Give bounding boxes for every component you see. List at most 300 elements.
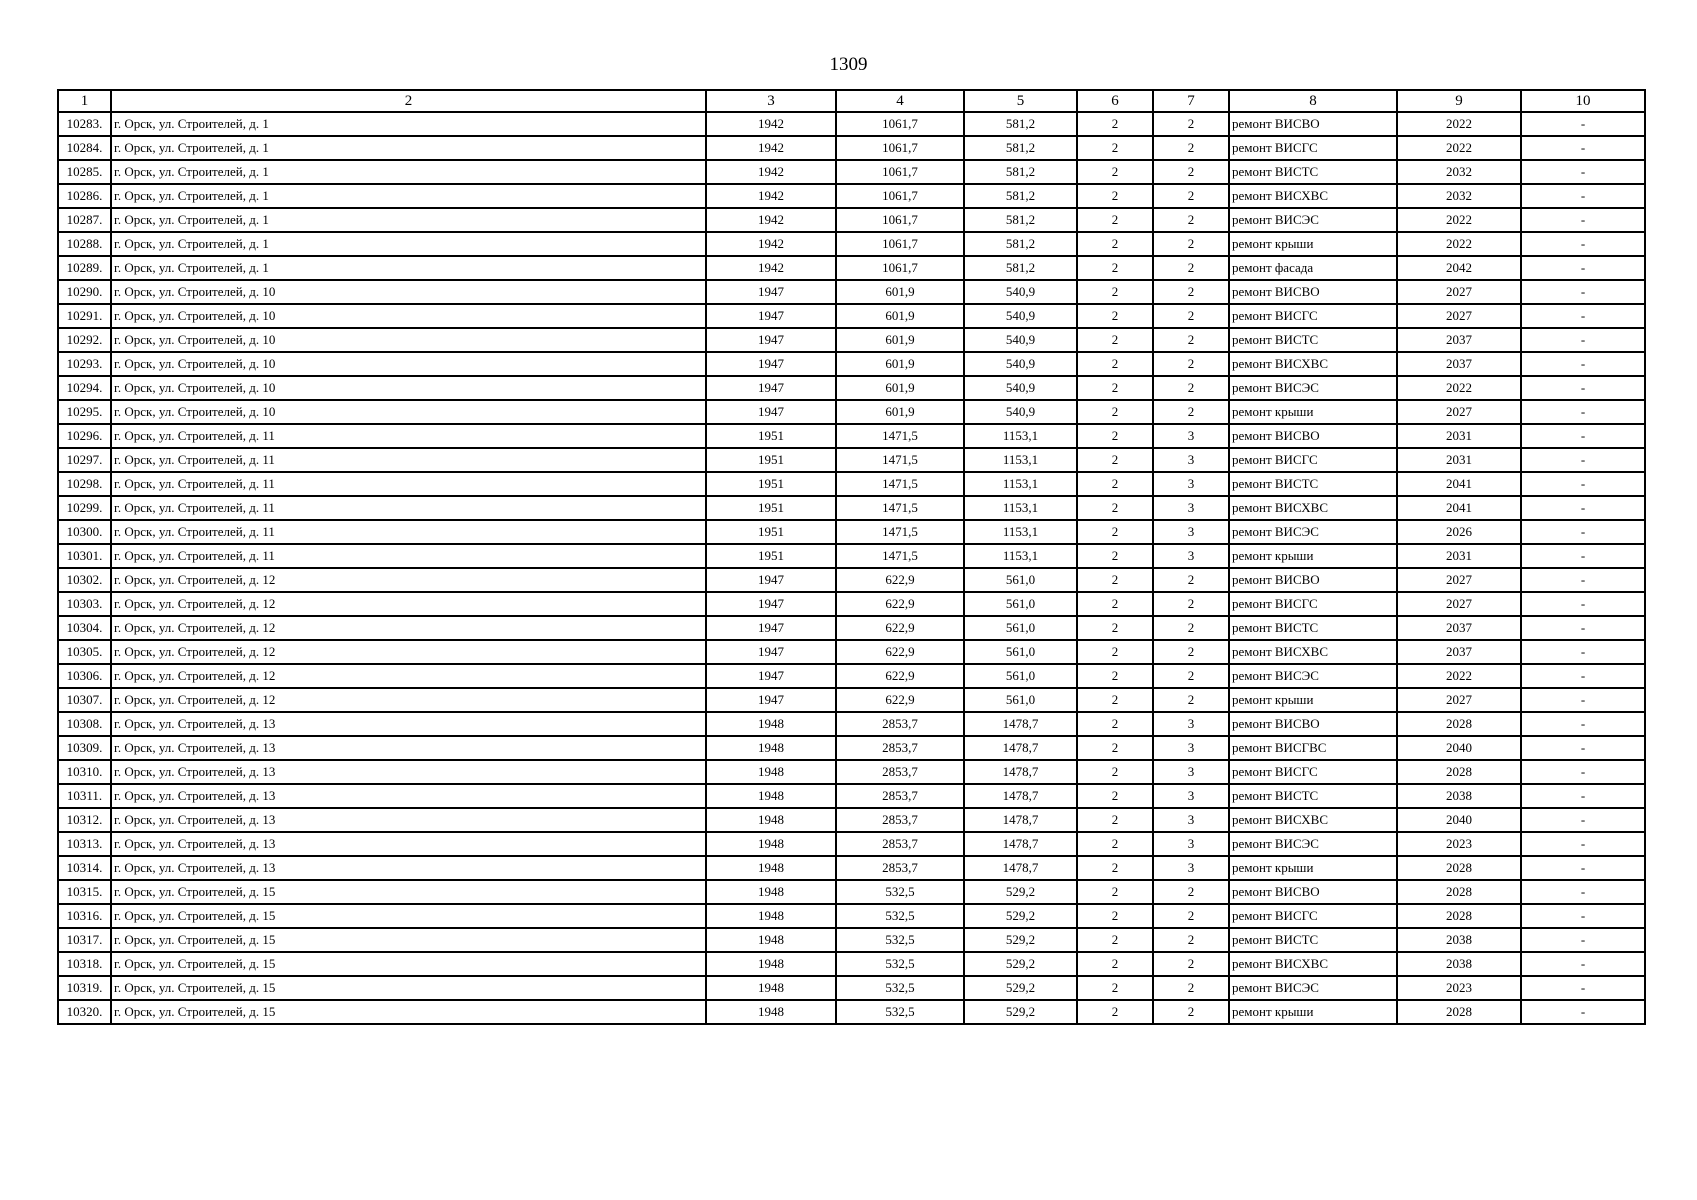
floors-cell: 2 [1153, 616, 1229, 640]
year-cell: 1951 [706, 520, 836, 544]
table-row [58, 784, 1645, 808]
col6-cell: 2 [1077, 928, 1153, 952]
address-cell: г. Орск, ул. Строителей, д. 12 [111, 568, 706, 592]
column-header: 4 [836, 90, 964, 112]
year-cell: 1947 [706, 664, 836, 688]
col6-cell: 2 [1077, 568, 1153, 592]
table-row [58, 976, 1645, 1000]
total-area-cell: 1061,7 [836, 136, 964, 160]
total-area-cell: 622,9 [836, 664, 964, 688]
living-area-cell: 1478,7 [964, 736, 1077, 760]
table-row [58, 280, 1645, 304]
col6-cell: 2 [1077, 664, 1153, 688]
living-area-cell: 1153,1 [964, 520, 1077, 544]
floors-cell: 3 [1153, 784, 1229, 808]
total-area-cell: 1061,7 [836, 160, 964, 184]
row-number-cell: 10316. [58, 904, 111, 928]
row-number-cell: 10285. [58, 160, 111, 184]
work-type-cell: ремонт крыши [1229, 1000, 1397, 1024]
planned-year-cell: 2028 [1397, 880, 1521, 904]
col6-cell: 2 [1077, 976, 1153, 1000]
living-area-cell: 1478,7 [964, 808, 1077, 832]
living-area-cell: 1153,1 [964, 472, 1077, 496]
total-area-cell: 622,9 [836, 592, 964, 616]
total-area-cell: 601,9 [836, 328, 964, 352]
living-area-cell: 561,0 [964, 664, 1077, 688]
table-row [58, 688, 1645, 712]
floors-cell: 2 [1153, 568, 1229, 592]
living-area-cell: 540,9 [964, 400, 1077, 424]
floors-cell: 2 [1153, 976, 1229, 1000]
planned-year-cell: 2038 [1397, 784, 1521, 808]
table-row [58, 112, 1645, 136]
floors-cell: 2 [1153, 376, 1229, 400]
year-cell: 1942 [706, 256, 836, 280]
col6-cell: 2 [1077, 520, 1153, 544]
column-header: 9 [1397, 90, 1521, 112]
planned-year-cell: 2022 [1397, 208, 1521, 232]
col10-cell: - [1521, 304, 1645, 328]
col6-cell: 2 [1077, 232, 1153, 256]
address-cell: г. Орск, ул. Строителей, д. 11 [111, 544, 706, 568]
living-area-cell: 561,0 [964, 640, 1077, 664]
col6-cell: 2 [1077, 544, 1153, 568]
table-row [58, 520, 1645, 544]
row-number-cell: 10287. [58, 208, 111, 232]
table-row [58, 928, 1645, 952]
living-area-cell: 581,2 [964, 232, 1077, 256]
col10-cell: - [1521, 592, 1645, 616]
floors-cell: 2 [1153, 280, 1229, 304]
planned-year-cell: 2037 [1397, 640, 1521, 664]
total-area-cell: 1471,5 [836, 424, 964, 448]
col6-cell: 2 [1077, 832, 1153, 856]
col10-cell: - [1521, 712, 1645, 736]
col6-cell: 2 [1077, 880, 1153, 904]
col6-cell: 2 [1077, 208, 1153, 232]
col10-cell: - [1521, 400, 1645, 424]
work-type-cell: ремонт ВИСВО [1229, 112, 1397, 136]
table-row [58, 952, 1645, 976]
column-header: 2 [111, 90, 706, 112]
total-area-cell: 622,9 [836, 616, 964, 640]
column-header: 6 [1077, 90, 1153, 112]
floors-cell: 3 [1153, 448, 1229, 472]
floors-cell: 2 [1153, 184, 1229, 208]
year-cell: 1947 [706, 616, 836, 640]
total-area-cell: 1471,5 [836, 520, 964, 544]
address-cell: г. Орск, ул. Строителей, д. 1 [111, 136, 706, 160]
living-area-cell: 1478,7 [964, 784, 1077, 808]
floors-cell: 3 [1153, 472, 1229, 496]
table-row [58, 880, 1645, 904]
col6-cell: 2 [1077, 328, 1153, 352]
col6-cell: 2 [1077, 952, 1153, 976]
floors-cell: 2 [1153, 208, 1229, 232]
address-cell: г. Орск, ул. Строителей, д. 12 [111, 616, 706, 640]
column-header: 3 [706, 90, 836, 112]
planned-year-cell: 2040 [1397, 736, 1521, 760]
col10-cell: - [1521, 544, 1645, 568]
total-area-cell: 1061,7 [836, 184, 964, 208]
floors-cell: 3 [1153, 424, 1229, 448]
row-number-cell: 10291. [58, 304, 111, 328]
planned-year-cell: 2026 [1397, 520, 1521, 544]
address-cell: г. Орск, ул. Строителей, д. 11 [111, 520, 706, 544]
table-row [58, 760, 1645, 784]
work-type-cell: ремонт ВИСГС [1229, 304, 1397, 328]
col6-cell: 2 [1077, 376, 1153, 400]
row-number-cell: 10313. [58, 832, 111, 856]
row-number-cell: 10284. [58, 136, 111, 160]
table-row [58, 712, 1645, 736]
planned-year-cell: 2037 [1397, 616, 1521, 640]
floors-cell: 2 [1153, 112, 1229, 136]
col6-cell: 2 [1077, 904, 1153, 928]
floors-cell: 2 [1153, 664, 1229, 688]
floors-cell: 2 [1153, 256, 1229, 280]
col6-cell: 2 [1077, 184, 1153, 208]
row-number-cell: 10290. [58, 280, 111, 304]
address-cell: г. Орск, ул. Строителей, д. 13 [111, 784, 706, 808]
work-type-cell: ремонт ВИСХВС [1229, 808, 1397, 832]
col6-cell: 2 [1077, 448, 1153, 472]
table-row [58, 736, 1645, 760]
col10-cell: - [1521, 424, 1645, 448]
work-type-cell: ремонт крыши [1229, 856, 1397, 880]
planned-year-cell: 2027 [1397, 688, 1521, 712]
table-row [58, 544, 1645, 568]
year-cell: 1947 [706, 568, 836, 592]
planned-year-cell: 2032 [1397, 184, 1521, 208]
row-number-cell: 10295. [58, 400, 111, 424]
row-number-cell: 10303. [58, 592, 111, 616]
planned-year-cell: 2028 [1397, 760, 1521, 784]
row-number-cell: 10293. [58, 352, 111, 376]
planned-year-cell: 2022 [1397, 232, 1521, 256]
col6-cell: 2 [1077, 112, 1153, 136]
address-cell: г. Орск, ул. Строителей, д. 10 [111, 328, 706, 352]
col6-cell: 2 [1077, 304, 1153, 328]
planned-year-cell: 2041 [1397, 472, 1521, 496]
living-area-cell: 1153,1 [964, 448, 1077, 472]
year-cell: 1942 [706, 184, 836, 208]
total-area-cell: 622,9 [836, 568, 964, 592]
floors-cell: 3 [1153, 808, 1229, 832]
row-number-cell: 10289. [58, 256, 111, 280]
total-area-cell: 1471,5 [836, 472, 964, 496]
column-header: 7 [1153, 90, 1229, 112]
floors-cell: 2 [1153, 400, 1229, 424]
floors-cell: 3 [1153, 520, 1229, 544]
table-row [58, 904, 1645, 928]
column-header: 1 [58, 90, 111, 112]
year-cell: 1947 [706, 304, 836, 328]
living-area-cell: 1153,1 [964, 496, 1077, 520]
floors-cell: 2 [1153, 328, 1229, 352]
planned-year-cell: 2027 [1397, 280, 1521, 304]
year-cell: 1951 [706, 448, 836, 472]
year-cell: 1948 [706, 976, 836, 1000]
col6-cell: 2 [1077, 688, 1153, 712]
col10-cell: - [1521, 232, 1645, 256]
table-row [58, 376, 1645, 400]
year-cell: 1948 [706, 808, 836, 832]
living-area-cell: 581,2 [964, 184, 1077, 208]
work-type-cell: ремонт ВИСВО [1229, 880, 1397, 904]
planned-year-cell: 2031 [1397, 544, 1521, 568]
work-type-cell: ремонт ВИСГС [1229, 760, 1397, 784]
address-cell: г. Орск, ул. Строителей, д. 12 [111, 664, 706, 688]
total-area-cell: 532,5 [836, 952, 964, 976]
work-type-cell: ремонт ВИСЭС [1229, 376, 1397, 400]
year-cell: 1948 [706, 880, 836, 904]
living-area-cell: 1478,7 [964, 712, 1077, 736]
work-type-cell: ремонт ВИСВО [1229, 280, 1397, 304]
address-cell: г. Орск, ул. Строителей, д. 1 [111, 256, 706, 280]
total-area-cell: 1471,5 [836, 544, 964, 568]
living-area-cell: 1478,7 [964, 856, 1077, 880]
col6-cell: 2 [1077, 496, 1153, 520]
table-row [58, 616, 1645, 640]
year-cell: 1948 [706, 952, 836, 976]
planned-year-cell: 2041 [1397, 496, 1521, 520]
year-cell: 1951 [706, 472, 836, 496]
work-type-cell: ремонт крыши [1229, 688, 1397, 712]
address-cell: г. Орск, ул. Строителей, д. 1 [111, 184, 706, 208]
work-type-cell: ремонт ВИСТС [1229, 472, 1397, 496]
col6-cell: 2 [1077, 592, 1153, 616]
row-number-cell: 10294. [58, 376, 111, 400]
row-number-cell: 10305. [58, 640, 111, 664]
col10-cell: - [1521, 208, 1645, 232]
work-type-cell: ремонт крыши [1229, 400, 1397, 424]
col10-cell: - [1521, 904, 1645, 928]
col10-cell: - [1521, 448, 1645, 472]
living-area-cell: 1153,1 [964, 544, 1077, 568]
total-area-cell: 2853,7 [836, 856, 964, 880]
row-number-cell: 10311. [58, 784, 111, 808]
total-area-cell: 1061,7 [836, 232, 964, 256]
table-row [58, 592, 1645, 616]
col6-cell: 2 [1077, 280, 1153, 304]
col10-cell: - [1521, 520, 1645, 544]
col10-cell: - [1521, 952, 1645, 976]
living-area-cell: 540,9 [964, 304, 1077, 328]
year-cell: 1942 [706, 232, 836, 256]
year-cell: 1948 [706, 784, 836, 808]
address-cell: г. Орск, ул. Строителей, д. 10 [111, 352, 706, 376]
col10-cell: - [1521, 976, 1645, 1000]
table-row [58, 352, 1645, 376]
living-area-cell: 581,2 [964, 112, 1077, 136]
total-area-cell: 532,5 [836, 928, 964, 952]
floors-cell: 2 [1153, 952, 1229, 976]
row-number-cell: 10300. [58, 520, 111, 544]
planned-year-cell: 2031 [1397, 424, 1521, 448]
total-area-cell: 601,9 [836, 304, 964, 328]
year-cell: 1947 [706, 592, 836, 616]
row-number-cell: 10317. [58, 928, 111, 952]
total-area-cell: 2853,7 [836, 760, 964, 784]
floors-cell: 2 [1153, 1000, 1229, 1024]
work-type-cell: ремонт ВИСТС [1229, 160, 1397, 184]
work-type-cell: ремонт ВИСЭС [1229, 664, 1397, 688]
address-cell: г. Орск, ул. Строителей, д. 13 [111, 808, 706, 832]
total-area-cell: 601,9 [836, 400, 964, 424]
col10-cell: - [1521, 736, 1645, 760]
total-area-cell: 2853,7 [836, 808, 964, 832]
col10-cell: - [1521, 160, 1645, 184]
floors-cell: 3 [1153, 544, 1229, 568]
col6-cell: 2 [1077, 616, 1153, 640]
planned-year-cell: 2027 [1397, 568, 1521, 592]
col6-cell: 2 [1077, 760, 1153, 784]
floors-cell: 2 [1153, 592, 1229, 616]
year-cell: 1948 [706, 760, 836, 784]
table-row [58, 232, 1645, 256]
row-number-cell: 10288. [58, 232, 111, 256]
address-cell: г. Орск, ул. Строителей, д. 11 [111, 496, 706, 520]
col6-cell: 2 [1077, 352, 1153, 376]
col6-cell: 2 [1077, 712, 1153, 736]
address-cell: г. Орск, ул. Строителей, д. 11 [111, 424, 706, 448]
address-cell: г. Орск, ул. Строителей, д. 12 [111, 592, 706, 616]
col10-cell: - [1521, 280, 1645, 304]
address-cell: г. Орск, ул. Строителей, д. 1 [111, 232, 706, 256]
address-cell: г. Орск, ул. Строителей, д. 13 [111, 736, 706, 760]
work-type-cell: ремонт ВИСГС [1229, 592, 1397, 616]
floors-cell: 2 [1153, 688, 1229, 712]
floors-cell: 3 [1153, 736, 1229, 760]
address-cell: г. Орск, ул. Строителей, д. 15 [111, 880, 706, 904]
table-row [58, 256, 1645, 280]
work-type-cell: ремонт крыши [1229, 544, 1397, 568]
row-number-cell: 10299. [58, 496, 111, 520]
year-cell: 1948 [706, 736, 836, 760]
year-cell: 1947 [706, 640, 836, 664]
table-row [58, 472, 1645, 496]
living-area-cell: 581,2 [964, 256, 1077, 280]
address-cell: г. Орск, ул. Строителей, д. 1 [111, 160, 706, 184]
table-row [58, 304, 1645, 328]
col6-cell: 2 [1077, 808, 1153, 832]
year-cell: 1942 [706, 112, 836, 136]
work-type-cell: ремонт ВИСВО [1229, 424, 1397, 448]
floors-cell: 2 [1153, 232, 1229, 256]
address-cell: г. Орск, ул. Строителей, д. 1 [111, 208, 706, 232]
row-number-cell: 10308. [58, 712, 111, 736]
living-area-cell: 581,2 [964, 208, 1077, 232]
floors-cell: 2 [1153, 640, 1229, 664]
row-number-cell: 10304. [58, 616, 111, 640]
work-type-cell: ремонт ВИСТС [1229, 328, 1397, 352]
living-area-cell: 1478,7 [964, 832, 1077, 856]
table-row [58, 400, 1645, 424]
column-header: 5 [964, 90, 1077, 112]
table-row [58, 424, 1645, 448]
address-cell: г. Орск, ул. Строителей, д. 13 [111, 832, 706, 856]
year-cell: 1942 [706, 136, 836, 160]
total-area-cell: 1471,5 [836, 448, 964, 472]
living-area-cell: 561,0 [964, 592, 1077, 616]
floors-cell: 3 [1153, 496, 1229, 520]
planned-year-cell: 2023 [1397, 976, 1521, 1000]
year-cell: 1947 [706, 280, 836, 304]
living-area-cell: 529,2 [964, 952, 1077, 976]
col6-cell: 2 [1077, 856, 1153, 880]
floors-cell: 2 [1153, 136, 1229, 160]
row-number-cell: 10302. [58, 568, 111, 592]
address-cell: г. Орск, ул. Строителей, д. 10 [111, 280, 706, 304]
planned-year-cell: 2027 [1397, 592, 1521, 616]
work-type-cell: ремонт ВИСТС [1229, 928, 1397, 952]
table-row [58, 496, 1645, 520]
column-header: 8 [1229, 90, 1397, 112]
total-area-cell: 1061,7 [836, 256, 964, 280]
col10-cell: - [1521, 568, 1645, 592]
work-type-cell: ремонт ВИСХВС [1229, 640, 1397, 664]
col10-cell: - [1521, 688, 1645, 712]
planned-year-cell: 2028 [1397, 1000, 1521, 1024]
row-number-cell: 10320. [58, 1000, 111, 1024]
living-area-cell: 529,2 [964, 928, 1077, 952]
col6-cell: 2 [1077, 640, 1153, 664]
col6-cell: 2 [1077, 1000, 1153, 1024]
address-cell: г. Орск, ул. Строителей, д. 12 [111, 640, 706, 664]
total-area-cell: 532,5 [836, 880, 964, 904]
table-header-row [58, 90, 1645, 112]
table-row [58, 664, 1645, 688]
year-cell: 1947 [706, 352, 836, 376]
living-area-cell: 529,2 [964, 1000, 1077, 1024]
floors-cell: 2 [1153, 928, 1229, 952]
total-area-cell: 2853,7 [836, 712, 964, 736]
total-area-cell: 601,9 [836, 352, 964, 376]
row-number-cell: 10310. [58, 760, 111, 784]
address-cell: г. Орск, ул. Строителей, д. 1 [111, 112, 706, 136]
address-cell: г. Орск, ул. Строителей, д. 10 [111, 400, 706, 424]
floors-cell: 2 [1153, 304, 1229, 328]
address-cell: г. Орск, ул. Строителей, д. 15 [111, 952, 706, 976]
year-cell: 1948 [706, 832, 836, 856]
col6-cell: 2 [1077, 424, 1153, 448]
total-area-cell: 1061,7 [836, 112, 964, 136]
floors-cell: 3 [1153, 712, 1229, 736]
year-cell: 1947 [706, 328, 836, 352]
col10-cell: - [1521, 856, 1645, 880]
total-area-cell: 601,9 [836, 376, 964, 400]
table-row [58, 568, 1645, 592]
row-number-cell: 10314. [58, 856, 111, 880]
col6-cell: 2 [1077, 472, 1153, 496]
work-type-cell: ремонт ВИСВО [1229, 712, 1397, 736]
address-cell: г. Орск, ул. Строителей, д. 15 [111, 928, 706, 952]
year-cell: 1947 [706, 376, 836, 400]
row-number-cell: 10318. [58, 952, 111, 976]
table-row [58, 808, 1645, 832]
row-number-cell: 10298. [58, 472, 111, 496]
row-number-cell: 10301. [58, 544, 111, 568]
living-area-cell: 1478,7 [964, 760, 1077, 784]
year-cell: 1951 [706, 424, 836, 448]
total-area-cell: 1471,5 [836, 496, 964, 520]
work-type-cell: ремонт ВИСГВС [1229, 736, 1397, 760]
year-cell: 1942 [706, 160, 836, 184]
planned-year-cell: 2028 [1397, 904, 1521, 928]
col10-cell: - [1521, 880, 1645, 904]
total-area-cell: 2853,7 [836, 736, 964, 760]
